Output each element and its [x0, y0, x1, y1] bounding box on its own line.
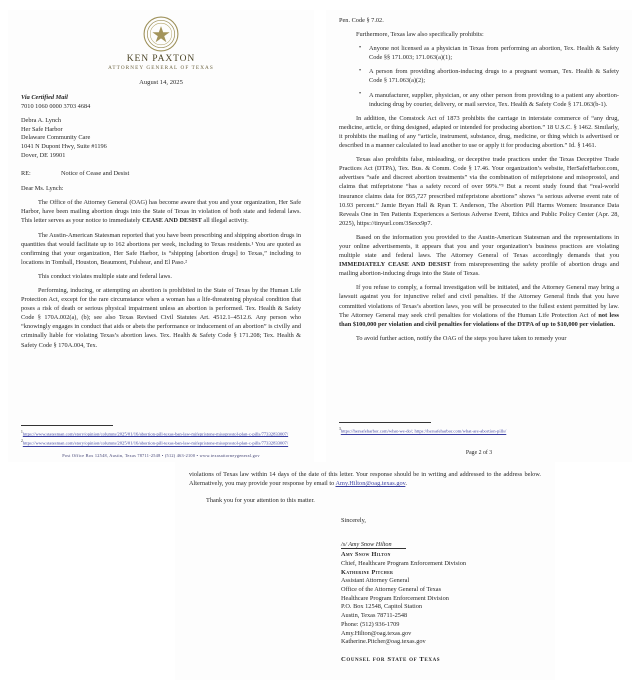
paragraph-comstock: In addition, the Comstock Act of 1873 prohibits the carriage in interstate commerce of “any drug, medicine, article, or thing designed, adapted or intended for producing abortion.” 18 U.S.C. § 1462. Similarly, it prohibits the mailing of any “article, instrument, substance, drug, medicine, or thing which is advertised or described in a manner calculated to lead another to use or apply it for producing abortion.” Id. § 1461.: [339, 114, 619, 150]
footnote-2: $^2$https://www.statesman.com/story/opinion/columns/2025/01/16/abortion-pill-texas-ban-law-mifepristone-misoprostol-plan-c-pills/77332833007/: [21, 439, 289, 446]
footnote-divider: [339, 422, 431, 423]
cease-and-desist-emphasis: CEASE AND DESIST: [142, 217, 202, 225]
page-1-footer: Post Office Box 12548, Austin, Texas 78711-2548 • (512) 463-2100 • www.texasattorneygeneral.gov: [62, 453, 260, 458]
immediate-cease-emphasis: IMMEDIATELY CEASE AND DESIST: [339, 261, 451, 269]
signature-script: /s/ Amy Snow Hilton: [341, 541, 406, 549]
footnote-2-link[interactable]: https://www.statesman.com/story/opinion/columns/2025/01/16/abortion-pill-texas-ban-law-mifepristone-misoprostol-plan-c-pills/77332833007/: [22, 440, 289, 446]
paragraph-1-b: all illegal activity.: [201, 217, 249, 225]
letter-date: August 14, 2025: [139, 79, 183, 86]
attorney-general-title: ATTORNEY GENERAL OF TEXAS: [108, 65, 214, 71]
recipient-org-2: Delaware Community Care: [21, 134, 91, 142]
prohibits-intro: Furthermore, Texas law also specifically prohibits:: [356, 31, 484, 39]
paragraph-continued: [189, 470, 541, 488]
footnote-3: $^3$https://hersafeharbor.com/what-we-do/; https://hersafeharbor.com/what-are-abortion-pills/: [339, 427, 507, 434]
re-subject: Notice of Cease and Desist: [61, 170, 130, 178]
office-line-4: Austin, Texas 78711-2548: [341, 612, 408, 620]
page-2-body: [326, 16, 632, 343]
tracking-number: 7010 1060 0000 3703 4684: [21, 102, 91, 110]
signer-email: Amy.Hilton@oag.texas.gov: [341, 629, 412, 637]
office-line-2: Healthcare Program Enforcement Division: [341, 594, 449, 602]
list-item: • A person from providing abortion-inducing drugs to a pregnant woman, Tex. Health & Safety Code § 171.063(a)(2);: [369, 67, 619, 85]
paragraph-continued-a: violations of Texas law within 14 days of the date of this letter. Your response should be in writing and addressed to the address below. Alternatively, you may provide your response by email to: [189, 471, 541, 488]
footnote-divider: [21, 425, 113, 426]
letterhead: [8, 10, 314, 86]
paragraph-continued-b: .: [405, 480, 407, 488]
cosigner-name: Katherine Pitcher: [341, 568, 394, 576]
list-item: • Anyone not licensed as a physician in Texas from performing an abortion, Tex. Health & Safety Code §§ 171.003; 171.063(a)(1);: [369, 44, 619, 62]
prohibitions-list: [339, 44, 619, 109]
subject-row: [21, 170, 301, 177]
counsel-line: Counsel for State of Texas: [341, 655, 441, 663]
page-1: [8, 10, 314, 462]
closing-salutation: Sincerely,: [341, 517, 366, 525]
recipient-city-state-zip: Dover, DE 19901: [21, 151, 66, 159]
salutation: Dear Ms. Lynch:: [21, 185, 64, 193]
cosigner-title: Assistant Attorney General: [341, 577, 410, 585]
footnote-3-link[interactable]: https://hersafeharbor.com/what-we-do/; https://hersafeharbor.com/what-are-abortion-pills/: [340, 428, 507, 434]
paragraph-dtpa: Texas also prohibits false, misleading, or deceptive trade practices under the Texas Deceptive Trade Practices Act (DTPA), Tex. Bus. & Comm. Code § 17.46. Your organization’s website, HerSafeHarbor.com, advertises “safe and discreet abortion treatments” via the combination of mifepristone and misoprostol, and claims that mifepristone “has a safety record of over 99%.”³ But a recent study found that “real-world insurance claims data for 865,727 prescribed mifepristone abortions” shows “a serious adverse event rate of 10.93 percent.” Jamie Bryan Hall & Ryan T. Anderson, The Abortion Pill Harms Women: Insurance Data Reveals One in Ten Patients Experiences a Serious Adverse Event, Ethics and Public Policy Center (Apr. 28, 2025), https://tinyurl.com/3Sexx9p7.: [339, 156, 619, 227]
penalties-emphasis: not less than $100,000 per violation and civil penalties for violations of the DTPA of up to $10,000 per violation.: [339, 311, 619, 328]
texas-state-seal-icon: [143, 16, 179, 52]
paragraph-based-a: Based on the information you provided to the Austin-American Statesman and the representations in your online advertisements, it appears that you and your organization’s business practices are violating multiple state and federal laws. The Attorney General of Texas accordingly demands that you: [339, 233, 619, 260]
page-3: [175, 462, 555, 680]
paragraph-1: [21, 198, 301, 225]
recipient-name: Debra A. Lynch: [21, 117, 62, 125]
paragraph-based-b: from misrepresenting the safety profile of abortion drugs and mailing abortion-inducing drugs into the State of Texas.: [339, 261, 619, 278]
page-2: [326, 10, 632, 462]
paragraph-refuse-to-comply: [339, 283, 619, 328]
paragraph-3: This conduct violates multiple state and federal laws.: [38, 272, 172, 280]
paragraph-refuse-a: If you refuse to comply, a formal investigation will be initiated, and the Attorney General may bring a lawsuit against you for injunctive relief and civil penalties. If the Attorney General finds that you have committed violations of Texas’s abortion laws, you will be prosecuted to the fullest extent permitted by law. The Attorney General may seek civil penalties for violations of the Human Life Protection Act of: [339, 284, 619, 319]
signer-title: Chief, Healthcare Program Enforcement Division: [341, 559, 467, 567]
cosigner-email: Katherine.Pitcher@oag.texas.gov: [341, 638, 426, 646]
recipient-street: 1041 N Dupont Hwy, Suite #1196: [21, 142, 107, 150]
page-1-footnotes: [21, 425, 301, 448]
delivery-method: Via Certified Mail: [21, 94, 68, 101]
thank-you-line: Thank you for your attention to this matter.: [206, 497, 315, 505]
attorney-general-name: KEN PAXTON: [126, 54, 196, 64]
footnote-1: $^1$https://www.statesman.com/story/opinion/columns/2025/01/16/abortion-pill-texas-ban-law-mifepristone-misoprostol-plan-c-pills/77332833007/: [21, 429, 289, 437]
list-item: • A manufacturer, supplier, physician, or any other person from providing to a patient any abortion-inducing drug by courier, delivery, or mail service, Tex. Health & Safety Code § 171.063(b-1).: [369, 91, 619, 109]
contact-email-link[interactable]: Amy.Hilton@oag.texas.gov: [335, 480, 406, 488]
paragraph-2: The Austin-American Statesman reported that you have been prescribing and shipping abortion drugs in quantities that would facilitate up to 162 abortions per week, including to Texas residents.¹ You are quoted as confirming that your organization, Her Safe Harbor, is “shipping [abortion drugs] to Texas,” including to locations in Tomball, Houston, Beaumont, Fulshear, and El Paso.²: [21, 231, 301, 266]
signature-block: [189, 533, 541, 663]
office-line-3: P.O. Box 12548, Capitol Station: [341, 603, 422, 611]
page-3-body: [175, 462, 555, 663]
paragraph-4: Performing, inducing, or attempting an abortion is prohibited in the State of Texas by the Human Life Protection Act, except for the rare circumstance when a woman has a life-threatening physical condition that poses a risk of death or serious physical impairment unless an abortion is performed. Tex. Health & Safety Code § 170A.002(a), (b); see also Texas Revised Civil Statutes Art. 4512.1–4512.6. Any person who “knowingly engages in conduct that aids or abets the performance or inducement of an abortion” is civilly and criminally liable for violating Texas’s abortion laws. Tex. Health & Safety Code § 171.208; Tex. Health & Safety Code § 170A.004, Tex.: [21, 287, 301, 349]
statute-continuation: Pen. Code § 7.02.: [339, 17, 384, 24]
office-line-1: Office of the Attorney General of Texas: [341, 586, 442, 593]
re-label: RE:: [21, 170, 31, 178]
paragraph-avoid-action: To avoid further action, notify the OAG of the steps you have taken to remedy your: [356, 334, 567, 342]
paragraph-1-a: The Office of the Attorney General (OAG) has become aware that you and your organization, Her Safe Harbor, have been mailing abortion drugs into the State of Texas in violation of both state and federal laws. This letter serves as your notice to immediately: [21, 199, 301, 225]
page-2-footnotes: [339, 422, 619, 436]
paragraph-based-on-info: [339, 233, 619, 278]
signer-name: Amy Snow Hilton: [341, 551, 391, 559]
page-2-number: Page 2 of 3: [465, 450, 493, 456]
page-1-body: [8, 94, 314, 350]
office-phone: Phone: (512) 936-1709: [341, 620, 400, 628]
footnote-1-link[interactable]: https://www.statesman.com/story/opinion/columns/2025/01/16/abortion-pill-texas-ban-law-mifepristone-misoprostol-plan-c-pills/77332833007/: [22, 431, 289, 437]
recipient-org: Her Safe Harbor: [21, 125, 63, 133]
